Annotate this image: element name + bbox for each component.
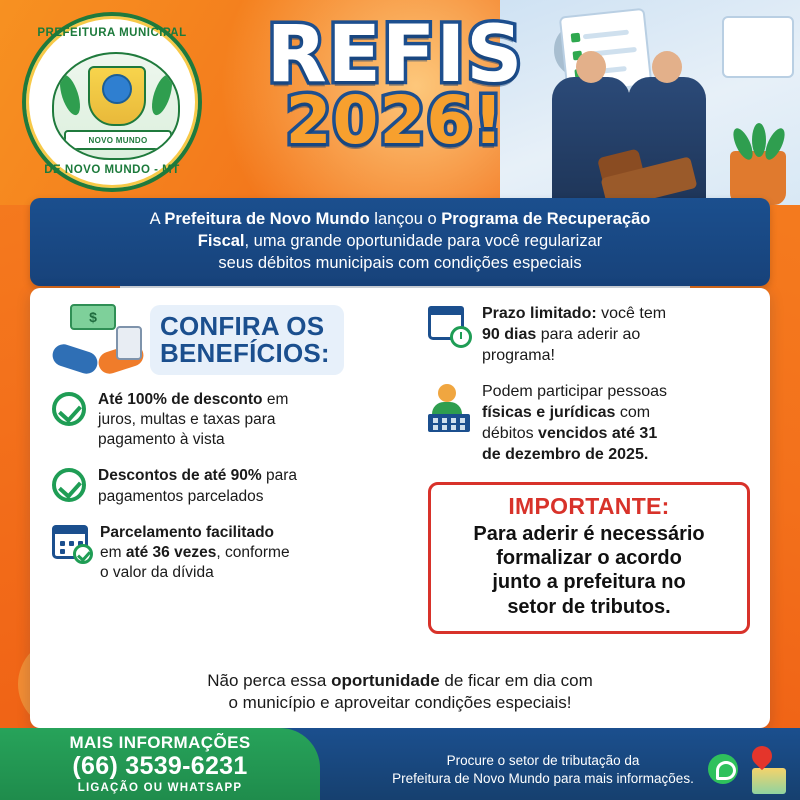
check-circle-icon (52, 468, 86, 502)
eligibility-bold-1: físicas e jurídicas (482, 404, 616, 422)
deadline-bold-1: Prazo limitado: (482, 305, 597, 322)
contact-panel (0, 728, 320, 800)
bottom-right-note (378, 752, 708, 788)
handshake-money-icon (52, 304, 144, 376)
bottom-bar (0, 728, 800, 800)
seal-globe-icon (102, 74, 132, 104)
deadline-text-2: para aderir ao (536, 325, 641, 343)
benefit-2-rest: para (261, 467, 298, 485)
bottom-right-line-1: Procure o setor de tributação da (446, 752, 640, 768)
benefits-heading-badge (150, 305, 344, 376)
important-line-1: Para aderir é necessário (473, 522, 705, 545)
closing-text-d: o município e aproveitar condições especiais! (228, 692, 572, 712)
intro-text-d: Programa de Recuperação (441, 210, 651, 229)
person-building-icon (428, 384, 470, 432)
eligibility-bold-2: vencidos até 31 (538, 424, 658, 442)
condition-item-deadline (428, 304, 750, 366)
whatsapp-icon[interactable] (708, 754, 738, 784)
bottom-right-line-2: Prefeitura de Novo Mundo para mais informações. (392, 770, 694, 786)
header-chart-monitor-icon (722, 16, 794, 78)
calendar-clock-icon (428, 306, 470, 346)
benefit-item-1-text (98, 390, 288, 450)
contact-title: MAIS INFORMAÇÕES (69, 733, 251, 752)
benefit-3-line3: o valor da dívida (100, 563, 214, 581)
benefit-3-bold: Parcelamento facilitado (100, 523, 275, 541)
benefits-column (52, 304, 404, 599)
eligibility-text-3: débitos (482, 424, 539, 442)
important-title: IMPORTANTE: (508, 492, 670, 519)
closing-text-a: Não perca essa (207, 670, 332, 690)
benefits-heading-line2: BENEFÍCIOS: (160, 338, 330, 368)
eligibility-bold-3: de dezembro de 2025. (482, 445, 649, 463)
city-seal-logo (22, 12, 202, 192)
conditions-column (428, 304, 750, 634)
benefit-1-line2: juros, multas e taxas para (98, 411, 276, 429)
benefit-3-line2b: até 36 vezes (125, 543, 217, 561)
intro-text-a: A (149, 210, 165, 229)
benefit-item-2-text (98, 466, 297, 506)
poster-header (0, 0, 800, 205)
closing-text-c: de ficar em dia com (439, 670, 593, 690)
benefit-3-line2a: em (100, 543, 126, 561)
benefit-item-1 (52, 390, 404, 450)
intro-text-g: seus débitos municipais com condições especiais (218, 253, 582, 272)
poster-title (215, 10, 575, 160)
seal-banner-text: NOVO MUNDO (64, 130, 172, 150)
benefit-1-rest: em (262, 391, 289, 408)
check-circle-icon (52, 392, 86, 426)
calendar-check-icon (52, 525, 88, 559)
benefits-heading-line1: CONFIRA OS (160, 310, 325, 341)
benefit-3-line2c: , conforme (216, 543, 290, 561)
title-year: 2026! (285, 82, 505, 160)
closing-message (52, 670, 748, 714)
condition-deadline-text (482, 304, 666, 366)
benefit-2-bold: Descontos de até 90% (98, 467, 262, 485)
title-refis: REFIS (266, 10, 524, 100)
seal-top-text: PREFEITURA MUNICIPAL (37, 26, 187, 40)
important-notice-box (428, 482, 750, 635)
header-plant-leaves (726, 99, 790, 161)
benefit-item-2 (52, 466, 404, 506)
eligibility-text-1: Podem participar pessoas (482, 383, 667, 401)
condition-item-eligibility (428, 382, 750, 465)
deadline-text-1: você tem (596, 305, 667, 322)
contact-subtitle: LIGAÇÃO OU WHATSAPP (77, 782, 243, 794)
intro-text-f: , uma grande oportunidade para você regularizar (244, 232, 603, 251)
deadline-bold-2: 90 dias (482, 325, 537, 343)
important-line-3: junto a prefeitura no (492, 571, 686, 594)
seal-inner-emblem (52, 52, 180, 160)
intro-text-e: Fiscal (197, 232, 245, 251)
benefits-heading (52, 304, 404, 376)
benefit-item-3 (52, 523, 404, 583)
condition-eligibility-text (482, 382, 667, 465)
location-pin-icon (752, 746, 778, 780)
important-line-2: formalizar o acordo (496, 546, 682, 569)
content-card (30, 288, 770, 728)
seal-bottom-text: DE NOVO MUNDO - MT (44, 164, 180, 176)
eligibility-text-2: com (615, 404, 651, 422)
seal-shield-icon (88, 66, 146, 126)
closing-text-b: oportunidade (331, 670, 440, 690)
intro-banner (30, 198, 770, 286)
benefit-1-line3: pagamento à vista (98, 431, 225, 449)
benefit-2-line2: pagamentos parcelados (98, 487, 264, 505)
benefit-1-bold: Até 100% de desconto (98, 391, 263, 408)
important-line-4: setor de tributos. (507, 595, 671, 618)
intro-text-b: Prefeitura de Novo Mundo (164, 210, 370, 229)
benefit-item-3-text (100, 523, 290, 583)
intro-text-c: lançou o (369, 210, 442, 229)
contact-phone[interactable]: (66) 3539-6231 (72, 752, 248, 780)
deadline-text-3: programa! (482, 346, 555, 364)
